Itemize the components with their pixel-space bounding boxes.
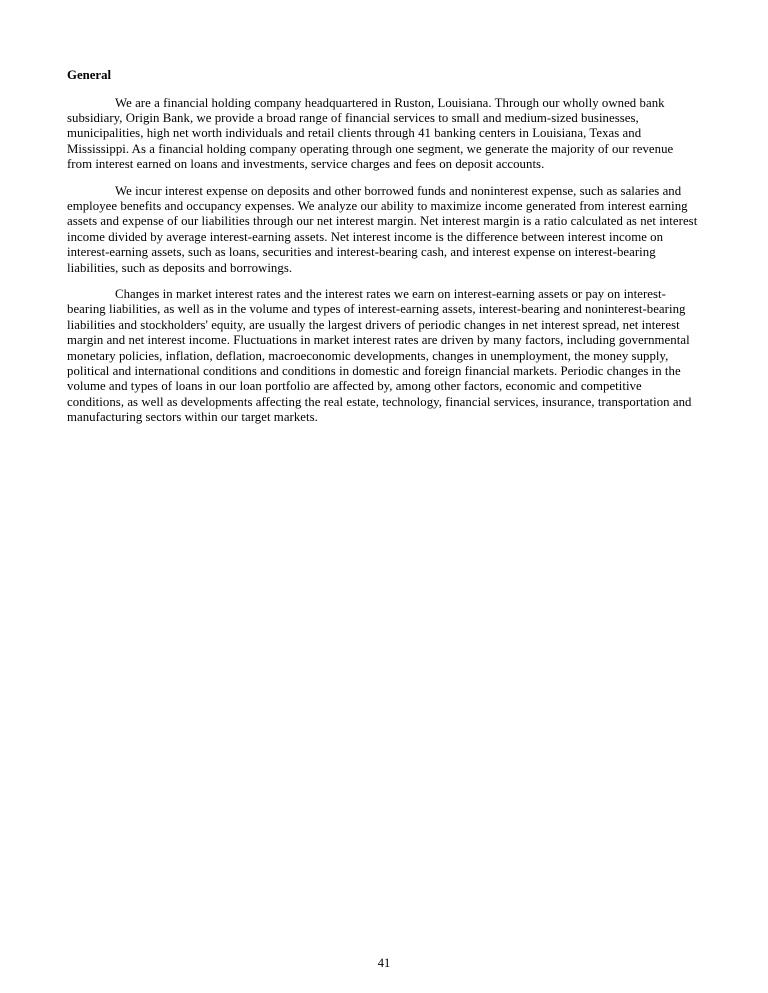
section-heading: General (67, 68, 112, 82)
paragraph-company-overview: We are a financial holding company headquartered in Ruston, Louisiana. Through our wholly owned bank subsidiary, Origin Bank, we provide a broad range of financial services to small and medium-sized businesses, municipalities, high net worth individuals and retail clients through 41 banking centers in Louisiana, Texas and Mississippi. As a financial holding company operating through one segment, we generate the majority of our revenue from interest earned on loans and investments, service charges and fees on deposit accounts. (67, 95, 674, 172)
paragraph-market-interest-rates: Changes in market interest rates and the interest rates we earn on interest-earning assets or pay on interest-bearing liabilities, as well as in the volume and types of interest-earning assets, interest-bearing and noninterest-bearing liabilities and stockholders' equity, are usually the largest drivers of periodic changes in net interest spread, net interest margin and net interest income. Fluctuations in market interest rates are driven by many factors, including governmental monetary policies, inflation, deflation, macroeconomic developments, changes in unemployment, the money supply, political and international conditions and conditions in domestic and foreign financial markets. Periodic changes in the volume and types of loans in our loan portfolio are affected by, among other factors, economic and competitive conditions, as well as developments affecting the real estate, technology, financial services, insurance, transportation and manufacturing sectors within our target markets. (67, 286, 692, 425)
paragraph-interest-expense: We incur interest expense on deposits and other borrowed funds and noninterest expense, such as salaries and employee benefits and occupancy expenses. We analyze our ability to maximize income generated from interest earning assets and expense of our liabilities through our net interest margin. Net interest margin is a ratio calculated as net interest income divided by average interest-earning assets. Net interest income is the difference between interest income on interest-earning assets, such as loans, securities and interest-bearing cash, and interest expense on interest-bearing liabilities, such as deposits and borrowings. (67, 183, 698, 275)
document-content (67, 68, 701, 437)
page-number: 41 (377, 956, 391, 970)
